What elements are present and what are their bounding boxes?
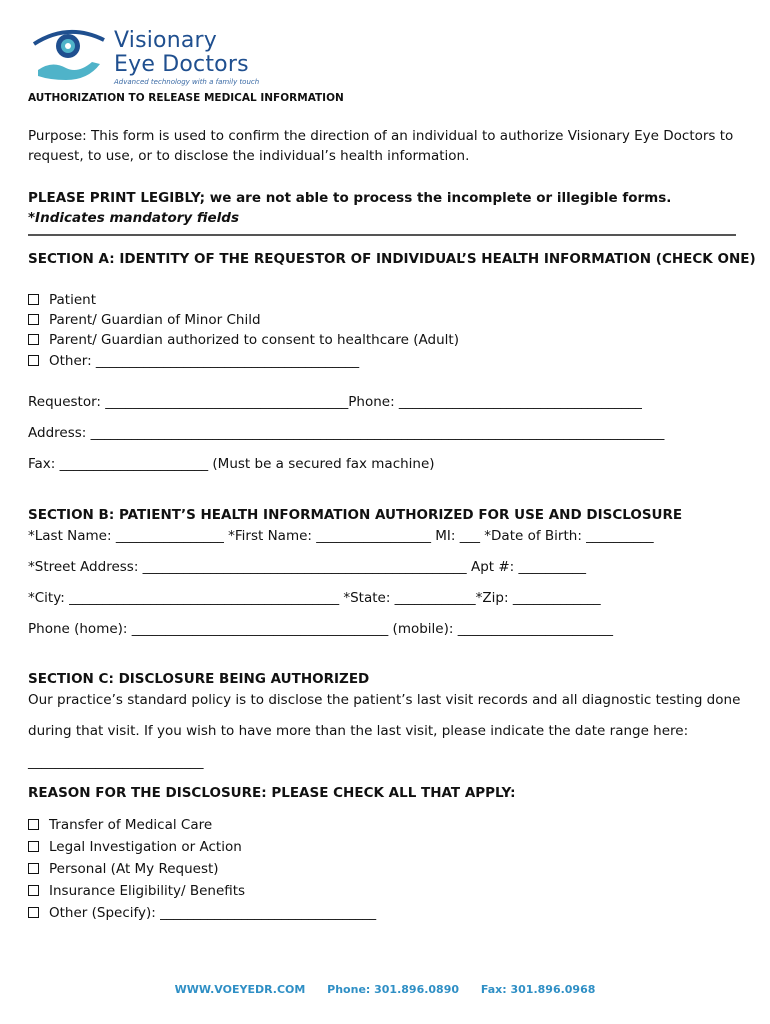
footer-fax: Fax: 301.896.0968 <box>480 983 596 996</box>
checkbox[interactable] <box>28 314 39 325</box>
logo-name-line2: Eye Doctors <box>114 52 249 77</box>
mandatory-fields-note: *Indicates mandatory fields <box>28 210 239 226</box>
section-divider <box>28 234 736 236</box>
section-b-heading: SECTION B: PATIENT’S HEALTH INFORMATION AUTHORIZED FOR USE AND DISCLOSURE <box>28 507 683 523</box>
requestor-option-patient[interactable] <box>28 290 96 310</box>
option-label: Other: _______________________________________ <box>49 353 360 369</box>
checkbox[interactable] <box>28 819 39 830</box>
phone-home-mobile-field[interactable]: Phone (home): ______________________________________ (mobile): _______________________ <box>28 621 613 637</box>
requestor-phone-field[interactable]: Requestor: ____________________________________Phone: ____________________________________ <box>28 394 642 410</box>
legibility-notice <box>28 188 748 228</box>
requestor-option-guardian-minor[interactable] <box>28 310 261 330</box>
logo-name-line1: Visionary <box>114 28 218 53</box>
checkbox[interactable] <box>28 885 39 896</box>
option-label: Legal Investigation or Action <box>49 839 242 855</box>
logo-tagline: Advanced technology with a family touch <box>114 78 260 86</box>
purpose-line-2: request, to use, or to disclose the individual’s health information. <box>28 148 470 164</box>
purpose-line-1: Purpose: This form is used to confirm the direction of an individual to authorize Visionary Eye Doctors to <box>28 128 734 144</box>
section-c-policy-line-1: Our practice’s standard policy is to disclose the patient’s last visit records and all diagnostic testing done <box>28 692 741 708</box>
requestor-option-guardian-adult[interactable] <box>28 330 459 350</box>
address-field[interactable]: Address: _____________________________________________________________________________________ <box>28 425 665 441</box>
section-a-heading: SECTION A: IDENTITY OF THE REQUESTOR OF INDIVIDUAL’S HEALTH INFORMATION (CHECK ONE) <box>28 251 756 267</box>
reason-option-legal[interactable] <box>28 837 242 857</box>
checkbox[interactable] <box>28 334 39 345</box>
street-address-field[interactable]: *Street Address: ________________________________________________ Apt #: __________ <box>28 559 586 575</box>
reason-option-personal[interactable] <box>28 859 219 879</box>
eye-hand-logo-icon <box>30 26 110 86</box>
reason-option-insurance[interactable] <box>28 881 245 901</box>
purpose-paragraph <box>28 126 748 166</box>
footer-contact <box>0 983 770 996</box>
section-c-heading: SECTION C: DISCLOSURE BEING AUTHORIZED <box>28 671 370 687</box>
checkbox[interactable] <box>28 841 39 852</box>
reason-option-transfer[interactable] <box>28 815 212 835</box>
option-label: Personal (At My Request) <box>49 861 219 877</box>
checkbox[interactable] <box>28 355 39 366</box>
print-legibly-notice: PLEASE PRINT LEGIBLY; we are not able to process the incomplete or illegible forms. <box>28 190 672 206</box>
option-label: Other (Specify): ________________________________ <box>49 905 377 921</box>
checkbox[interactable] <box>28 907 39 918</box>
patient-name-dob-field[interactable]: *Last Name: ________________ *First Name: _________________ MI: ___ *Date of Birth: __________ <box>28 528 654 544</box>
document-title: AUTHORIZATION TO RELEASE MEDICAL INFORMATION <box>28 92 344 104</box>
checkbox[interactable] <box>28 294 39 305</box>
section-c-policy-line-2: during that visit. If you wish to have more than the last visit, please indicate the date range here: <box>28 723 689 739</box>
city-state-zip-field[interactable]: *City: ________________________________________ *State: ____________*Zip: _____________ <box>28 590 601 606</box>
reason-option-other[interactable] <box>28 903 376 923</box>
date-range-field[interactable]: __________________________ <box>28 754 204 770</box>
option-label: Parent/ Guardian authorized to consent to healthcare (Adult) <box>49 332 459 348</box>
reason-heading: REASON FOR THE DISCLOSURE: PLEASE CHECK ALL THAT APPLY: <box>28 785 516 801</box>
option-label: Insurance Eligibility/ Benefits <box>49 883 246 899</box>
option-label: Patient <box>49 292 97 308</box>
option-label: Parent/ Guardian of Minor Child <box>49 312 261 328</box>
company-logo <box>30 26 260 86</box>
checkbox[interactable] <box>28 863 39 874</box>
requestor-option-other[interactable] <box>28 351 359 371</box>
option-label: Transfer of Medical Care <box>49 817 213 833</box>
footer-website[interactable]: WWW.VOEYEDR.COM <box>174 983 306 996</box>
fax-field[interactable]: Fax: ______________________ (Must be a secured fax machine) <box>28 456 435 472</box>
footer-phone: Phone: 301.896.0890 <box>327 983 460 996</box>
